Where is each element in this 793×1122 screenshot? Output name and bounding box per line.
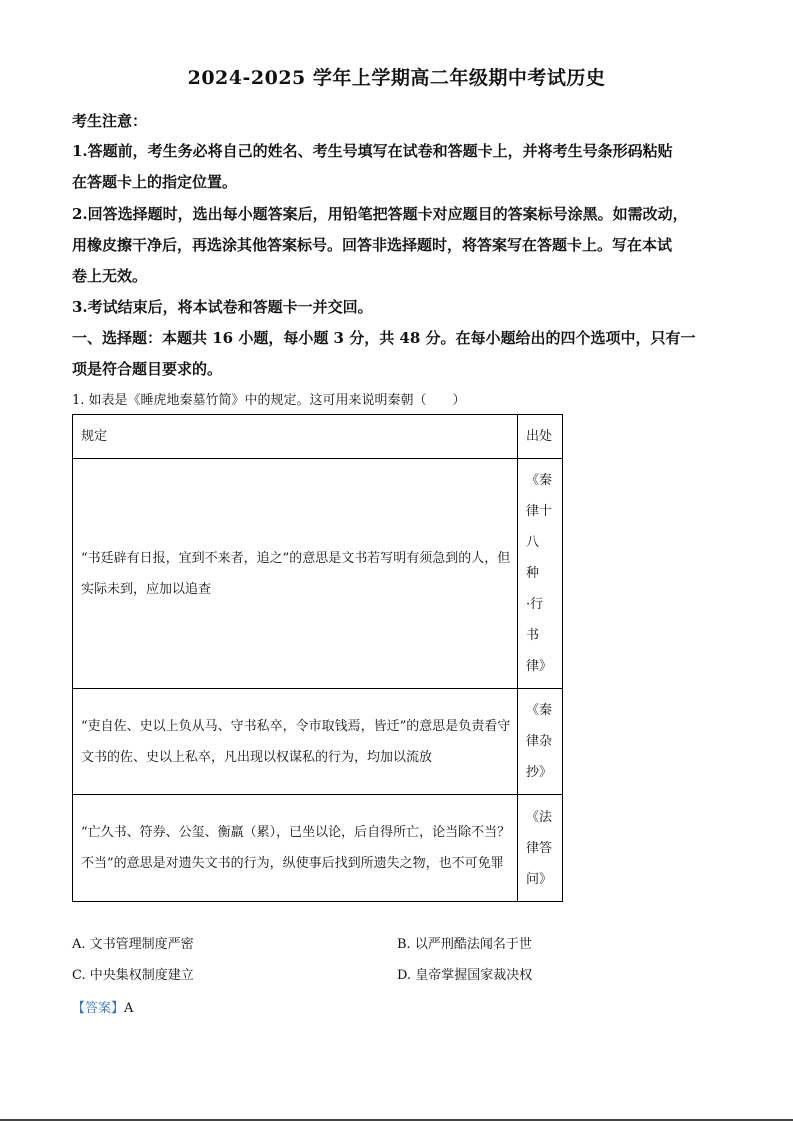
- notice-line-6: 3.考试结束后，将本试卷和答题卡一并交回。: [72, 298, 373, 316]
- source-text: 抄》: [526, 765, 553, 780]
- rule-cell: “亡久书、符券、公玺、衡羸（累），已坐以论，后自得所亡，论当除不当？不当”的意思是对遗失文书的行为，纵使事后找到所遗失之物，也不可免罪: [73, 795, 518, 902]
- header-source: 出处: [518, 415, 563, 459]
- notice-line-4: 用橡皮擦干净后，再选涂其他答案标号。回答非选择题时，将答案写在答题卡上。写在本试: [72, 236, 673, 254]
- answer-value: A: [124, 1001, 134, 1016]
- page-title: 2024-2025 学年上学期高二年级期中考试历史: [187, 67, 606, 89]
- table-row: [73, 459, 563, 689]
- section-heading-line-1: 一、选择题：本题共 16 小题，每小题 3 分，共 48 分。在每小题给出的四个选项中，只有一: [72, 329, 696, 347]
- source-text: 八: [526, 535, 540, 550]
- rule-cell: “书廷辟有日报，宜到不来者，追之”的意思是文书若写明有须急到的人，但实际未到，应加以追查: [73, 459, 518, 689]
- notice-line-2: 在答题卡上的指定位置。: [72, 173, 238, 191]
- source-cell: [518, 459, 563, 689]
- question-1-stem: 1. 如表是《睡虎地秦墓竹简》中的规定。这可用来说明秦朝（ ）: [72, 393, 466, 408]
- option-a[interactable]: A. 文书管理制度严密: [72, 937, 194, 952]
- page-footer-divider: [0, 1119, 793, 1121]
- source-text: 《秦: [526, 703, 553, 718]
- source-text: 《秦: [526, 473, 553, 488]
- source-cell: [518, 795, 563, 902]
- rules-table: [72, 414, 563, 902]
- source-cell: [518, 689, 563, 795]
- source-text: 律》: [526, 659, 553, 674]
- notice-line-1: 1.答题前，考生务必将自己的姓名、考生号填写在试卷和答题卡上，并将考生号条形码粘贴: [72, 142, 673, 160]
- source-text: 种: [526, 566, 540, 581]
- option-c[interactable]: C. 中央集权制度建立: [72, 968, 194, 983]
- source-text: 书: [526, 628, 540, 643]
- source-text: 律杂: [526, 734, 553, 749]
- source-text: 律答: [526, 840, 553, 856]
- notice-heading: 考生注意：: [72, 112, 148, 130]
- notice-line-5: 卷上无效。: [72, 267, 148, 285]
- option-d[interactable]: D. 皇帝掌握国家裁决权: [397, 968, 533, 983]
- source-text: 律十: [526, 504, 553, 519]
- source-text: ·行: [526, 597, 544, 612]
- rule-cell: “吏自佐、史以上负从马、守书私卒，令市取钱焉，皆迁”的意思是负责看守文书的佐、史以上私卒，凡出现以权谋私的行为，均加以流放: [73, 689, 518, 795]
- table-row: [73, 689, 563, 795]
- source-text: 《法: [526, 809, 553, 825]
- section-heading-line-2: 项是符合题目要求的。: [72, 360, 223, 378]
- answer-line: [72, 997, 133, 1016]
- table-header-row: [73, 415, 563, 459]
- source-text: 问》: [526, 871, 553, 887]
- notice-line-3: 2.回答选择题时，选出每小题答案后，用铅笔把答题卡对应题目的答案标号涂黑。如需改动，: [72, 205, 688, 223]
- header-rule: 规定: [73, 415, 518, 459]
- table-row: [73, 795, 563, 902]
- answer-tag: 【答案】: [72, 1001, 125, 1016]
- option-b[interactable]: B. 以严刑酷法闻名于世: [397, 937, 532, 952]
